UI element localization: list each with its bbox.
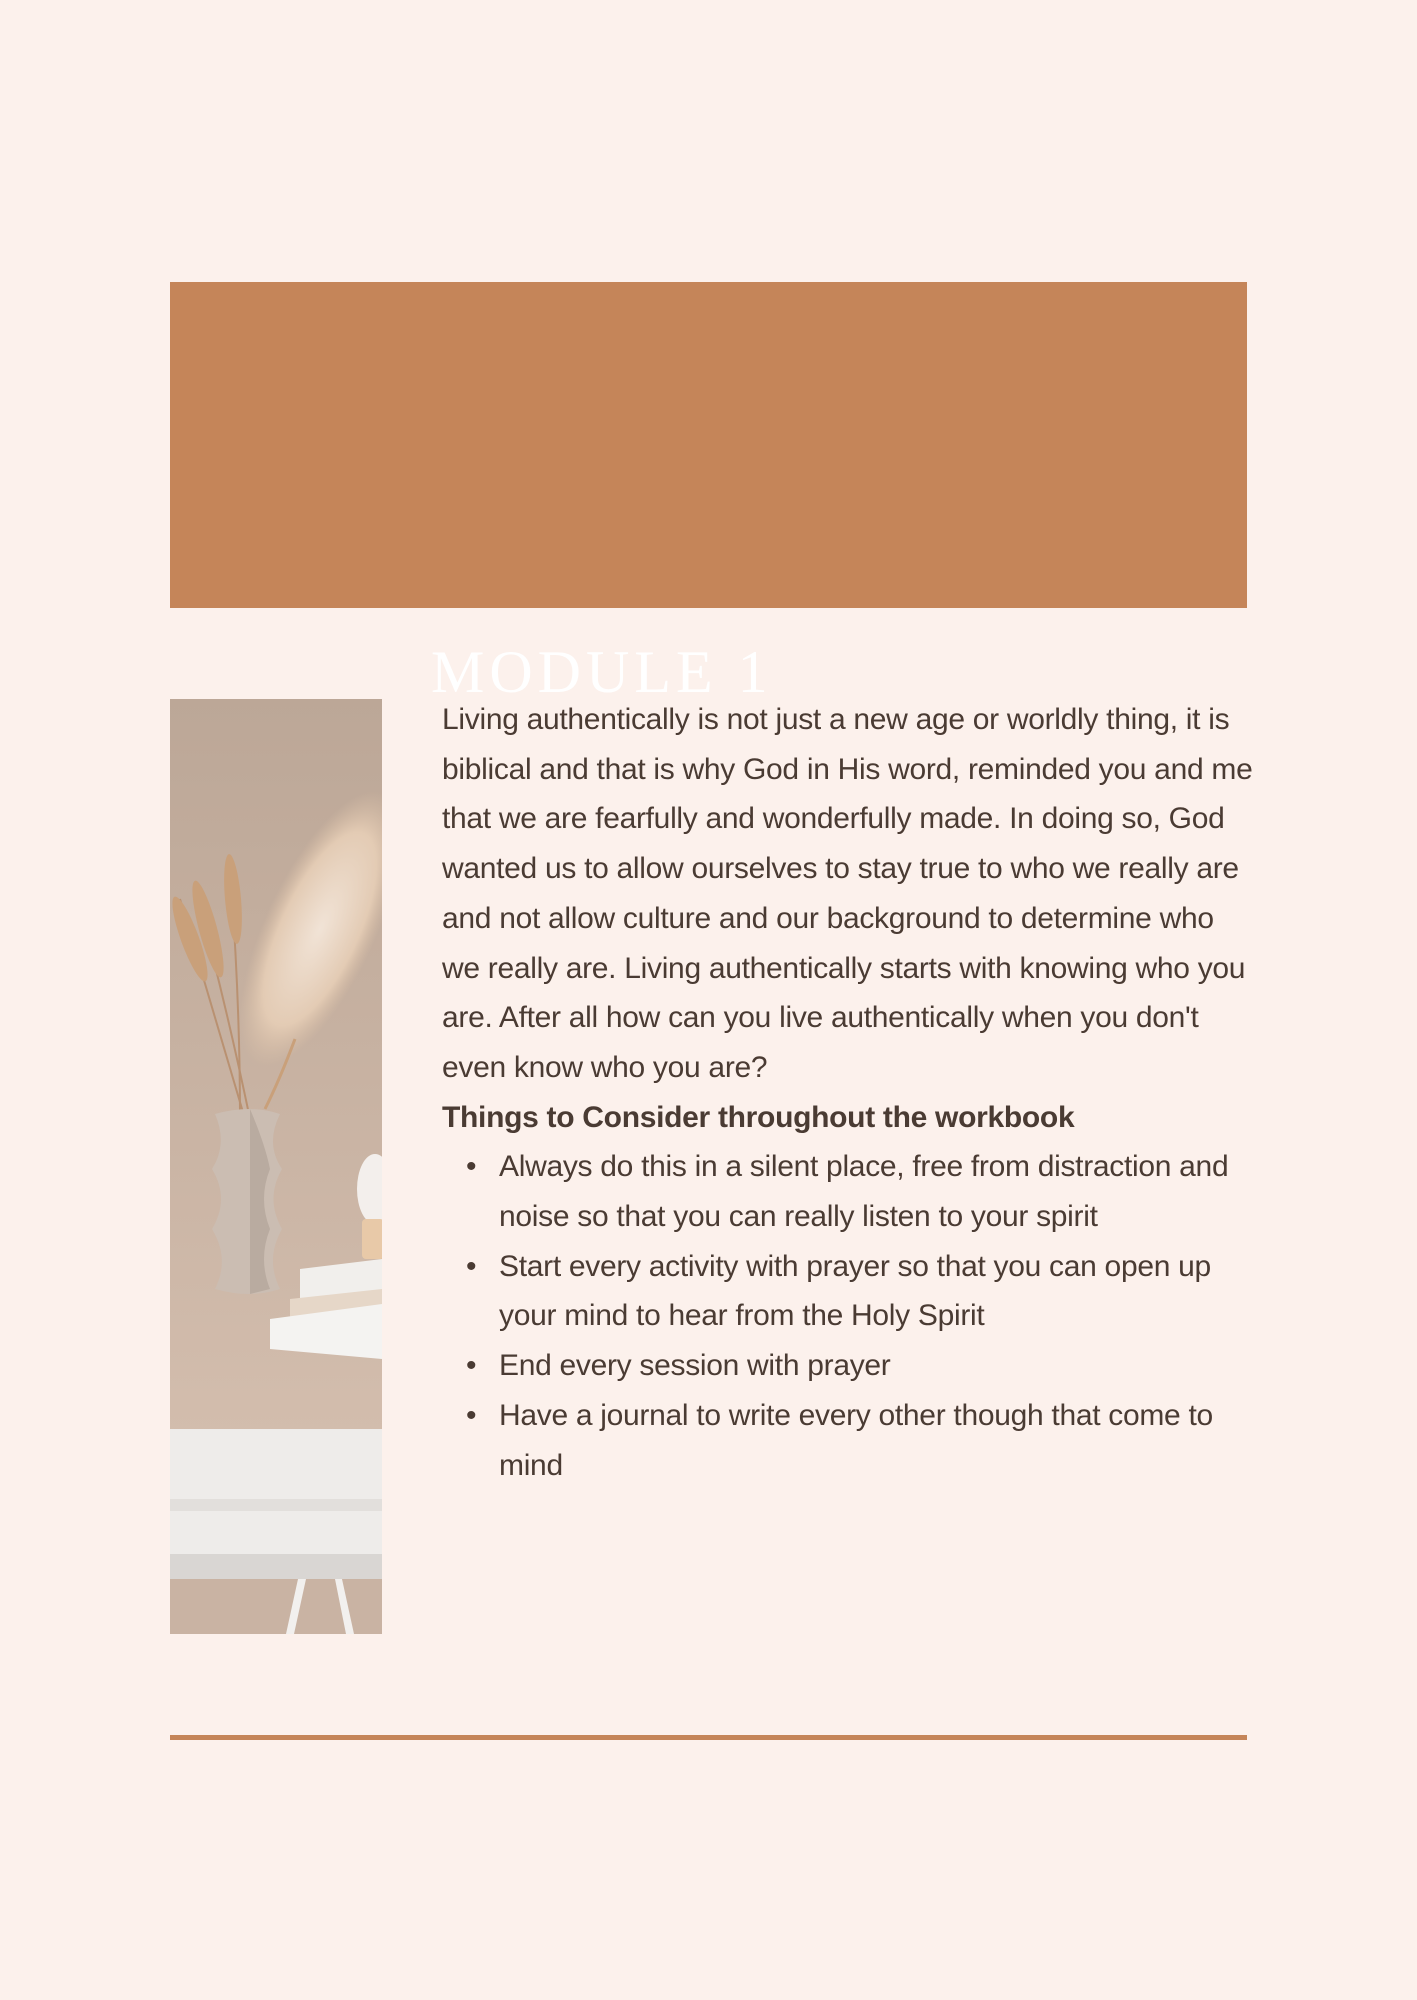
module-header-banner <box>170 282 1247 705</box>
bullet-icon: • <box>466 1150 477 1184</box>
list-item-text: Have a journal to write every other though that come to mind <box>499 1398 1213 1482</box>
intro-paragraph: Living authentically is not just a new age or worldly thing, it is biblical and that is why God in His word, reminded you and me that we are fearfully and wonderfully made. In doing so, God wanted us to allow ourselves to stay true to who we really are and not allow culture and our background to determine who we really are. Living authentically starts with knowing who you are. After all how can you live authentically when you don't even know who you are? <box>442 703 1253 1084</box>
footer-divider <box>170 1735 1247 1740</box>
list-item <box>466 1242 1254 1341</box>
vase-pampas-image <box>170 699 382 1634</box>
list-item <box>466 1142 1254 1241</box>
list-item-text: Start every activity with prayer so that you can open up your mind to hear from the Holy Spirit <box>499 1249 1211 1333</box>
decor-photo <box>170 699 382 1634</box>
list-item <box>466 1391 1254 1490</box>
considerations-heading: Things to Consider throughout the workbook <box>442 1100 1075 1134</box>
module-content <box>442 695 1254 1490</box>
considerations-list <box>442 1142 1254 1490</box>
list-item-text: End every session with prayer <box>499 1349 891 1383</box>
list-item <box>466 1341 1254 1391</box>
bullet-icon: • <box>466 1349 477 1383</box>
module-title: MODULE 1 <box>431 639 773 705</box>
bullet-icon: • <box>466 1398 477 1432</box>
bullet-icon: • <box>466 1249 477 1283</box>
list-item-text: Always do this in a silent place, free from distraction and noise so that you can really listen to your spirit <box>499 1150 1229 1234</box>
